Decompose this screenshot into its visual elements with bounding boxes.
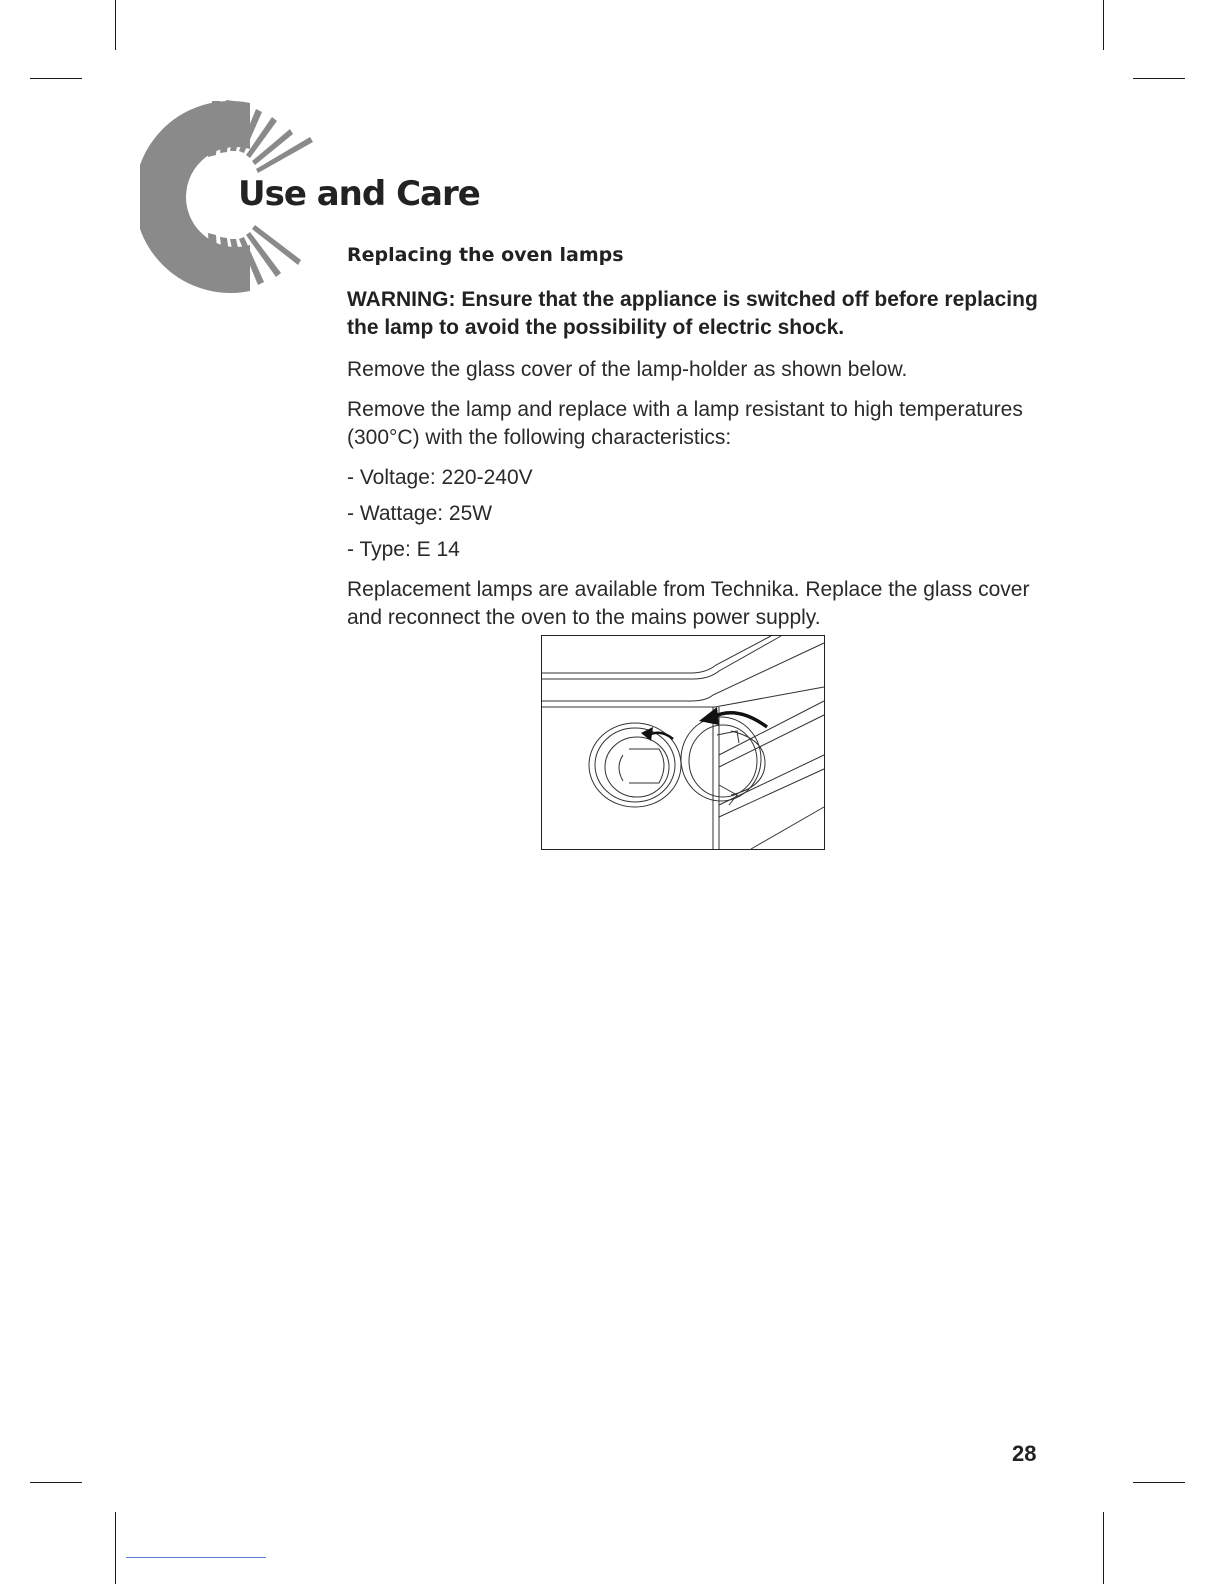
crop-mark-top-right-v	[1103, 0, 1104, 50]
crop-mark-bottom-right-v	[1103, 1512, 1104, 1584]
crop-mark-bottom-right-h	[1133, 1482, 1185, 1483]
lamp-holder-diagram	[541, 635, 825, 850]
crop-mark-top-left-h	[30, 78, 82, 79]
section-title: Use and Care	[238, 174, 480, 214]
crop-mark-bottom-left-h	[30, 1482, 82, 1483]
crop-mark-bottom-left-v	[115, 1512, 116, 1584]
spec-type: - Type: E 14	[347, 538, 460, 561]
paragraph-3: Replacement lamps are available from Technika. Replace the glass cover and reconnect the oven to the mains power supply.	[347, 578, 1030, 629]
spec-voltage: - Voltage: 220-240V	[347, 466, 533, 489]
main-content	[347, 244, 1067, 644]
crop-mark-top-left-v	[115, 0, 116, 50]
paragraph-1: Remove the glass cover of the lamp-holder as shown below.	[347, 358, 908, 381]
subtitle: Replacing the oven lamps	[347, 244, 624, 266]
page-number: 28	[1012, 1441, 1037, 1466]
spec-wattage: - Wattage: 25W	[347, 502, 493, 525]
crop-mark-top-right-h	[1133, 78, 1185, 79]
warning-text: WARNING: Ensure that the appliance is switched off before replacing the lamp to avoid the possibility of electric shock.	[347, 288, 1038, 339]
paragraph-2: Remove the lamp and replace with a lamp resistant to high temperatures (300°C) with the following characteristics:	[347, 398, 1023, 449]
footer-link-line	[126, 1557, 266, 1558]
